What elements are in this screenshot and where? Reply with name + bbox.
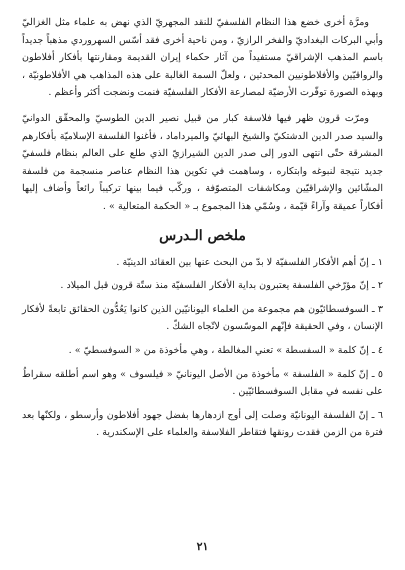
summary-item-6: ٦ ـ إنّ الفلسفة اليونانيّة وصلت إلى أوج ازدهارها بفضل جهود أفلاطون وأرسطو ، ولكنّها بعد فترة من الزمن فقدت رونقها فتقاطر الفلاسفة والعلماء على الإسكندرية . [22, 409, 383, 439]
body-paragraph-1: ومرَّة أخرى خضع هذا النظام الفلسفيّ للنقد المجهريّ الذي نهض به علماء مثل الغزاليّ وأبي البركات البغداديّ والفخر الرازيّ ، ومن ناحية أخرى فقد أسّس السهروردي مذهباً جديداً باسم المذهب الإشراقيّ مستفيداً من آثار حكماء إيران القديمة ومقارنتها بأفكار أفلاطون والرواقيّين والأفلاطونيين المحدثين ، ولعلّ السمة الغالبة على هذه المذاهب هي الأفلاطونيّة ، وبهذه الصورة توفّرت الأرضيّة لمصارعة الأفكار الفلسفيّة فنمت ونضجت أكثر وأعظم . [22, 17, 383, 99]
summary-heading: ملخص الـدرس [159, 227, 246, 244]
summary-item-3: ٣ ـ السوفسطائيّون هم مجموعة من العلماء اليونانيّين الذين كانوا يَعُدُّون الحقائق تابعةً لأفكار الإنسان ، وفي الحقيقة فإنّهم الموسّسون لاتّجاه الشكّ . [22, 303, 383, 333]
summary-item-2: ٢ ـ إنّ مؤرّخي الفلسفة يعتبرون بداية الأفكار الفلسفيّة منذ ستّة قرون قبل الميلاد . [60, 280, 383, 292]
page-number: ٢١ [196, 540, 209, 553]
summary-item-1: ١ ـ إنّ أهم الأفكار الفلسفيّة لا بدّ من البحث عنها بين العقائد الدينيّة . [116, 256, 383, 268]
summary-item-5: ٥ ـ إنّ كلمة « الفلسفة » مأخوذة من الأصل اليونانيّ « فيلسوف » وهو اسم أطلقه سقراطُ على نفسه في مقابل السوفسطائيّين . [22, 368, 383, 398]
summary-item-4: ٤ ـ إنّ كلمة « السفسطة » تعني المغالطة ، وهي مأخوذة من « السوفسطيّ » . [68, 344, 383, 356]
document-page [22, 14, 383, 448]
summary-list [22, 254, 383, 442]
body-paragraph-2: ومرّت قرون ظهر فيها فلاسفة كبار من قبيل نصير الدين الطوسيّ والمحقّق الدوانيّ والسيد صدر الدين الدشتكيّ والشيخ البهائيّ والميرداماد ، فأغنوا الفلسفة الإسلاميّة بأفكارهم المشرقة حتّى انتهى الدور إلى صدر الدين الشيرازيّ الذي طلع على العالم بنظام فلسفيّ جديد نتيجة لنبوغه وابتكاره ، وساهمت في تكوين هذا النظام عناصر منسجمة من فلسفة المشّائين والإشراقيّين ومكاشفات المتصوّفة ، وركّب فيما بينها تركيباً رائعاً وأضاف إليها أفكاراً عميقة وآراءً قيّمة ، وسُمّي هذا المجموع بـ « الحكمة المتعالية » . [22, 112, 383, 212]
